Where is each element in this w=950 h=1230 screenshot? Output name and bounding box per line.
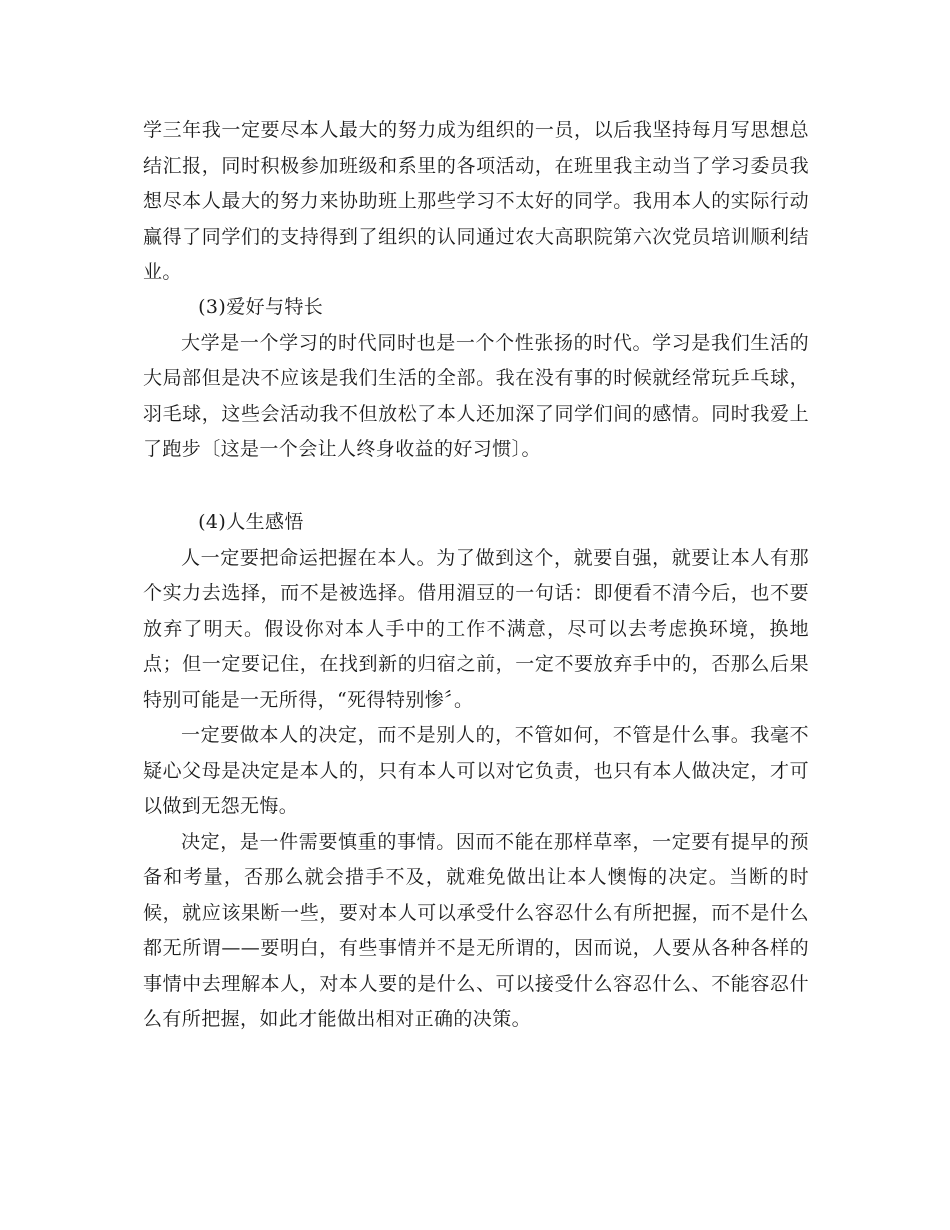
section-heading-hobbies: (3)爱好与特长 <box>198 296 324 318</box>
section-hobbies <box>143 290 809 468</box>
section-life-insights <box>143 505 809 1038</box>
intro-block <box>143 113 809 291</box>
life-insight-paragraph-1: 人一定要把命运把握在本人。为了做到这个，就要自强，就要让本人有那个实力去选择，而不是被选择。借用湄豆的一句话：即便看不清今后，也不要放弃了明天。假设你对本人手中的工作不满意，尽可以去考虑换环境，换地点；但一定要记住，在找到新的归宿之前，一定不要放弃手中的，否那么后果特别可能是一无所得，“死得特别惨〞。 <box>143 546 809 711</box>
hobbies-paragraph: 大学是一个学习的时代同时也是一个个性张扬的时代。学习是我们生活的大局部但是决不应该是我们生活的全部。我在没有事的时候就经常玩乒乓球，羽毛球，这些会活动我不但放松了本人还加深了同学们间的感情。同时我爱上了跑步〔这是一个会让人终身收益的好习惯〕。 <box>143 331 809 460</box>
section-heading-life-insights: (4)人生感悟 <box>198 511 304 533</box>
life-insight-paragraph-2: 一定要做本人的决定，而不是别人的，不管如何，不管是什么事。我毫不疑心父母是决定是本人的，只有本人可以对它负责，也只有本人做决定，才可以做到无怨无悔。 <box>143 724 809 817</box>
intro-paragraph: 学三年我一定要尽本人最大的努力成为组织的一员，以后我坚持每月写思想总结汇报，同时积极参加班级和系里的各项活动，在班里我主动当了学习委员我想尽本人最大的努力来协助班上那些学习不太好的同学。我用本人的实际行动赢得了同学们的支持得到了组织的认同通过农大高职院第六次党员培训顺利结业。 <box>143 119 809 283</box>
life-insight-paragraph-3: 决定，是一件需要慎重的事情。因而不能在那样草率，一定要有提早的预备和考量，否那么就会措手不及，就难免做出让本人懊悔的决定。当断的时候，就应该果断一些，要对本人可以承受什么容忍什么有所把握，而不是什么都无所谓——要明白，有些事情并不是无所谓的，因而说，人要从各种各样的事情中去理解本人，对本人要的是什么、可以接受什么容忍什么、不能容忍什么有所把握，如此才能做出相对正确的决策。 <box>143 830 809 1030</box>
